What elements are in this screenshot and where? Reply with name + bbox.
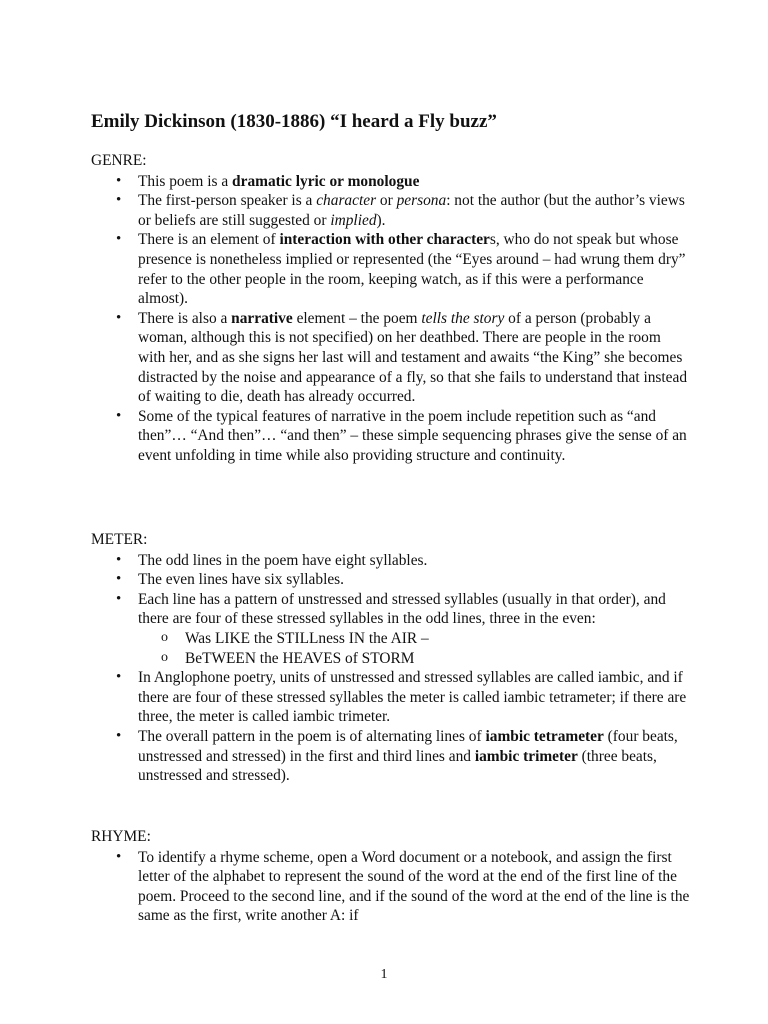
genre-heading: GENRE: <box>91 152 147 169</box>
list-item: • In Anglophone poetry, units of unstressed and stressed syllables are called iambic, and if there are four of these stressed syllables the meter is called iambic tetrameter; if there are three, the meter is called iambic trimeter. <box>91 668 691 727</box>
meter-heading: METER: <box>91 531 148 548</box>
list-item: • The odd lines in the poem have eight syllables. <box>91 551 691 571</box>
meter-section <box>91 530 691 786</box>
rhyme-heading: RHYME: <box>91 828 151 845</box>
meter-list <box>91 551 691 786</box>
list-item: • There is also a narrative element – the poem tells the story of a person (probably a woman, although this is not specified) on her deathbed. There are people in the room with her, and as she signs her last will and testament and awaits “the King” she becomes distracted by the noise and appearance of a fly, so that she fails to understand that instead of waiting to die, death has already occurred. <box>91 309 691 407</box>
list-item: • Each line has a pattern of unstressed and stressed syllables (usually in that order), and there are four of these stressed syllables in the odd lines, three in the even: o Was LIKE the STILLness IN the AIR – o BeTWEEN the HEAVES of STORM <box>91 590 691 668</box>
list-item: • To identify a rhyme scheme, open a Word document or a notebook, and assign the first letter of the alphabet to represent the sound of the word at the end of the first line of the poem. Proceed to the second line, and if the sound of the word at the end of the line is the same as the first, write another A: if <box>91 848 691 926</box>
sub-list-item: o Was LIKE the STILLness IN the AIR – <box>138 629 691 649</box>
list-item: • There is an element of interaction with other characters, who do not speak but whose presence is nonetheless implied or represented (the “Eyes around – had wrung them dry” refer to the other people in the room, keeping watch, as if this were a performance almost). <box>91 230 691 308</box>
genre-list <box>91 172 691 466</box>
list-item: • Some of the typical features of narrative in the poem include repetition such as “and then”… “And then”… “and then” – these simple sequencing phrases give the sense of an event unfolding in time while also providing structure and continuity. <box>91 407 691 466</box>
list-item: • This poem is a dramatic lyric or monologue <box>91 172 691 192</box>
rhyme-section <box>91 827 691 926</box>
genre-section <box>91 151 691 466</box>
meter-sublist <box>138 629 691 668</box>
rhyme-list <box>91 848 691 926</box>
list-item: • The overall pattern in the poem is of alternating lines of iambic tetrameter (four beats, unstressed and stressed) in the first and third lines and iambic trimeter (three beats, unstressed and stressed). <box>91 727 691 786</box>
page-number: 1 <box>380 967 388 982</box>
list-item: • The first-person speaker is a character or persona: not the author (but the author’s views or beliefs are still suggested or implied). <box>91 191 691 230</box>
sub-list-item: o BeTWEEN the HEAVES of STORM <box>138 649 691 669</box>
list-item: • The even lines have six syllables. <box>91 570 691 590</box>
page-title: Emily Dickinson (1830-1886) “I heard a Fly buzz” <box>91 111 497 132</box>
